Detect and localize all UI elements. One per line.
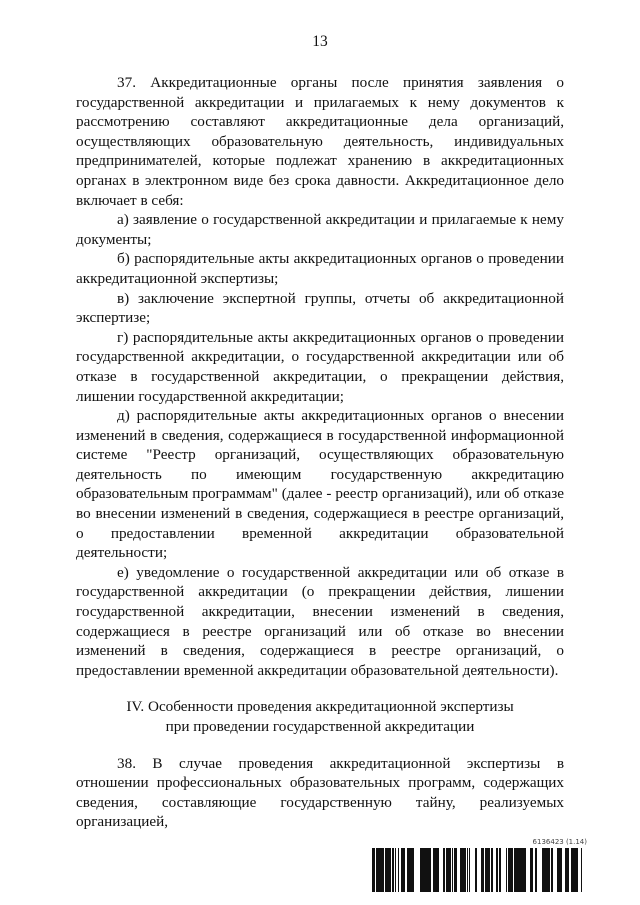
section-heading — [76, 697, 564, 736]
list-item-e: е) уведомление о государственной аккредитации или об отказе в государственной аккредитации (о прекращении действия, лишении государственной аккредитации, внесении изменений в сведения, содержащиеся в реестре организаций или об отказе во внесении изменений в сведения, содержащиеся в реестре организаций, о предоставлении временной аккредитации образовательной деятельности). — [76, 563, 564, 679]
list-item-g: г) распорядительные акты аккредитационных органов о проведении государственной аккредитации, о государственной аккредитации или об отказе в государственной аккредитации, о прекращении действия, лишении государственной аккредитации; — [76, 328, 564, 405]
paragraph-37: 37. Аккредитационные органы после принятия заявления о государственной аккредитации и прилагаемых к нему документов к рассмотрению составляют аккредитационные дела организаций, осуществляющих образовательную деятельность, индивидуальных предпринимателей, которые подлежат хранению в аккредитационных органах в электронном виде без срока давности. Аккредитационное дело включает в себя: — [76, 74, 564, 209]
list-item-d: д) распорядительные акты аккредитационных органов о внесении изменений в сведения, содержащиеся в государственной информационной системе "Реестр организаций, осуществляющих образовательную деятельность по имеющим государственную аккредитацию образовательным программам" (далее - реестр организаций), или об отказе во внесении изменений в сведения, содержащиеся в реестре организаций, о предоставлении временной аккредитации образовательной деятельности; — [76, 407, 564, 562]
section-heading-line2: при проведении государственной аккредитации — [165, 718, 475, 735]
barcode-icon — [372, 848, 587, 892]
paragraph-38: 38. В случае проведения аккредитационной экспертизы в отношении профессиональных образовательных программ, содержащих сведения, составляющие государственную тайну, реализуемых организацией, — [76, 754, 564, 831]
list-item-a: а) заявление о государственной аккредитации и прилагаемые к нему документы; — [76, 211, 564, 248]
page-number: 13 — [312, 33, 328, 50]
barcode-code: 6136423 (1.14) — [532, 838, 587, 846]
list-item-b: б) распорядительные акты аккредитационных органов о проведении аккредитационной экспертизы; — [76, 250, 564, 287]
document-barcode — [372, 838, 587, 894]
list-item-v: в) заключение экспертной группы, отчеты об аккредитационной экспертизе; — [76, 289, 564, 327]
document-body — [76, 73, 564, 832]
section-heading-line1: IV. Особенности проведения аккредитационной экспертизы — [126, 698, 514, 716]
